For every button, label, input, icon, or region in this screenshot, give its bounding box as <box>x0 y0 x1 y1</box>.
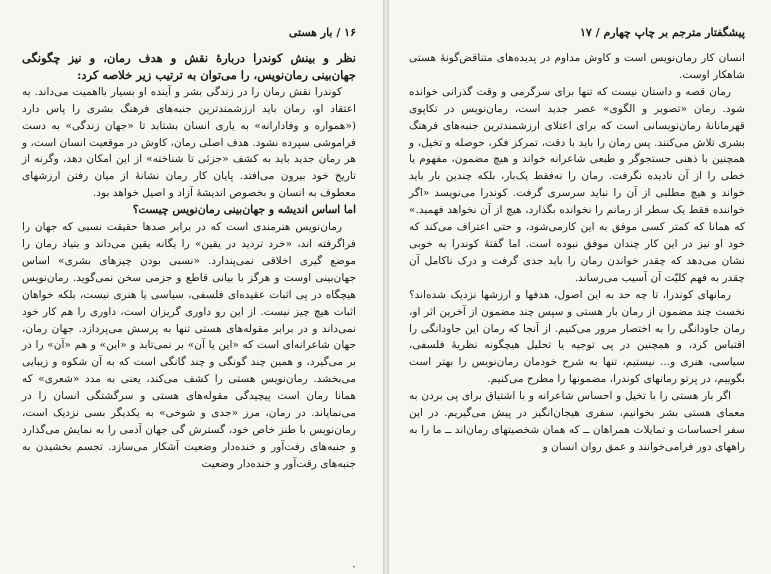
left-paragraph-1: کوندرا نقش رمان را در زندگی بشر و آینده او بسیار بااهمیت می‌داند. به اعتقاد او، رمان باید ارزشمندترین جنبه‌های فرهنگ بشری را پاس دارد («همواره و وفادارانه» به یاری انسان بشتابد تا «جهان زندگی» به دست فراموشی سپرده نشود. هدف اصلی رمان، کاوش در موقعیت انسان است، و هر رمان جدید باید به کشف «جزئی تا شناخته» از این امکان دهد، وگرنه از تاریخ خود بیرون می‌افتد. پایان کار رمان نشانهٔ از میان رفتن ارزشهای معطوف به انسان و بخصوص اندیشهٔ آزاد و اصیل خواهد بود. <box>22 85 356 200</box>
book-gutter <box>383 0 389 574</box>
right-paragraph-1: انسان کار رمان‌نویس است و کاوش مداوم در پدیده‌های متناقض‌گونهٔ هستی شاهکار اوست. <box>409 52 745 81</box>
left-running-header <box>22 26 356 40</box>
left-subheading: اما اساس اندیشه و جهان‌بینی رمان‌نویس چیست؟ <box>132 203 356 217</box>
right-paragraph-2: رمان قصه و داستان نیست که تنها برای سرگرمی و وقت گذرانی خوانده شود. رمان «تصویر و الگوی» عصر جدید است، رمان‌نویس در تکاپوی قهرمانانهٔ رمان‌نویسانی است که برای اعتلای ارزشمندترین جنبه‌های فرهنگ بشری تلاش می‌کنند. پس رمان را باید با دقت، تمرکز فکر، حوصله و تخیل، و همچنین با ذهنی جستجوگر و طبعی شاعرانه خواند و هیچ مضمون، مفهوم یا خطی را از آن نادیده نگرفت. رمان را نه‌فقط یک‌بار، بلکه چندین بار باید خواند و هیچ مطلبی از آن را نباید سرسری گرفت. کوندرا می‌نویسد «اگر خواننده فقط یک سطر از رمانم را نخوانده بگذارد، هیچ از آن نخواهد فهمید.» که همانا که کمتر کسی موفق به این کارمی‌شود، و حتی اعتراف می‌کند که خود او نیز در این کار چندان موفق نبوده است. اما گفتهٔ کوندرا به خوبی نشان می‌دهد که چقدر خواندن رمان را باید جدی گرفت و درک ناکامل آن چقدر به فهم کلیّت آن آسیب می‌رساند. <box>409 85 745 284</box>
left-header-title: ۱۶ / بار هستی <box>288 26 356 39</box>
right-paragraph-3: رمانهای کوندرا، تا چه حد به این اصول، هدفها و ارزشها نزدیک شده‌اند؟ نخست چند مضمون از رمان بار هستی و سپس چند مضمون از آخرین اثر او، رمان جاودانگی را به اختصار مرور می‌کنیم. از آنجا که رمان این جاودانگی را اقتباس کرد، و همچنین در پی توجیه یا تحلیل هیچگونه نظریهٔ فلسفی، سیاسی، هنری و... نیستیم، تنها به شرح خودمان رمان‌نویس را بهتر است بگوییم، در پرتو رمانهای کوندرا، مضمونها را مطرح می‌کنیم. <box>409 288 745 386</box>
right-running-header <box>409 26 745 40</box>
left-page <box>0 0 385 574</box>
margin-mark: · <box>352 560 356 574</box>
right-page <box>385 0 771 574</box>
right-paragraph-4: اگر بار هستی را با تخیل و احساس شاعرانه و با اشتیاق برای پی بردن به معمای هستی بشر بخوانیم، سفری هیجان‌انگیز در پیش می‌گیریم. در این سفر احساسات و تمایلات همراهان ــ که همان شخصیتهای رمان‌اند ــ ما را به راههای دور فرامی‌خوانند و عمق روان انسان و <box>409 390 745 453</box>
left-intro: نظر و بینش کوندرا دربارهٔ نقش و هدف رمان، و نیز چگونگی جهان‌بینی رمان‌نویس، را می‌توان به ترتیب زیر خلاصه کرد: <box>22 51 356 82</box>
left-paragraph-2: رمان‌نویس هنرمندی است که در برابر صدها حقیقت نسبی که جهان را فراگرفته اند، «خرد تردید در یقین» را یگانه یقین می‌داند و بنیاد رمان را موضع گیری اخلاقی نمی‌پندارد. «نسبی بودن چیزهای بشری» اساس جهان‌بینی اوست و هرگز با بیانی قاطع و جزمی سخن نمی‌گوید. رمان‌نویس هیچگاه در پی اثبات عقیده‌ای فلسفی، سیاسی یا هنری نیست، بلکه خواهان اثبات هیچ چیز نیست. از این رو داوری گریزان است، داوری را هم کار خود نمی‌داند و در برابر مقوله‌های هستی تنها به پرسش می‌پردازد. جهان رمان، جهان شاعرانه‌ای است که «این یا آن» بر نمی‌تابد و «این» و هم «آن» را در بر می‌گیرد، و همین چند گونگی و چند گانگی است که به آن شکوه و زیبایی می‌بخشد. رمان‌نویس هستی را کشف می‌کند، یعنی به مدد «شعری» که همانا رمان است پیچیدگی مقوله‌های هستی و سرگشتگی انسان را در می‌نمایاند. در رمان، مرز «جدی و شوخی» به یکدیگر بسی نزدیک است، رمان‌نویس با طنز خاص خود، گسترش گی‌ جهان آدمی را به نمایش می‌گذارد و جنبه‌های رفت‌آور و خنده‌دار وضعیت آشکار می‌سازد. تجسم بخشیدن به جنبه‌های رقت‌آور و خنده‌دار وضعیت <box>22 221 356 470</box>
right-header-title: پیشگفتار مترجم بر چاپ چهارم / ۱۷ <box>579 26 745 39</box>
